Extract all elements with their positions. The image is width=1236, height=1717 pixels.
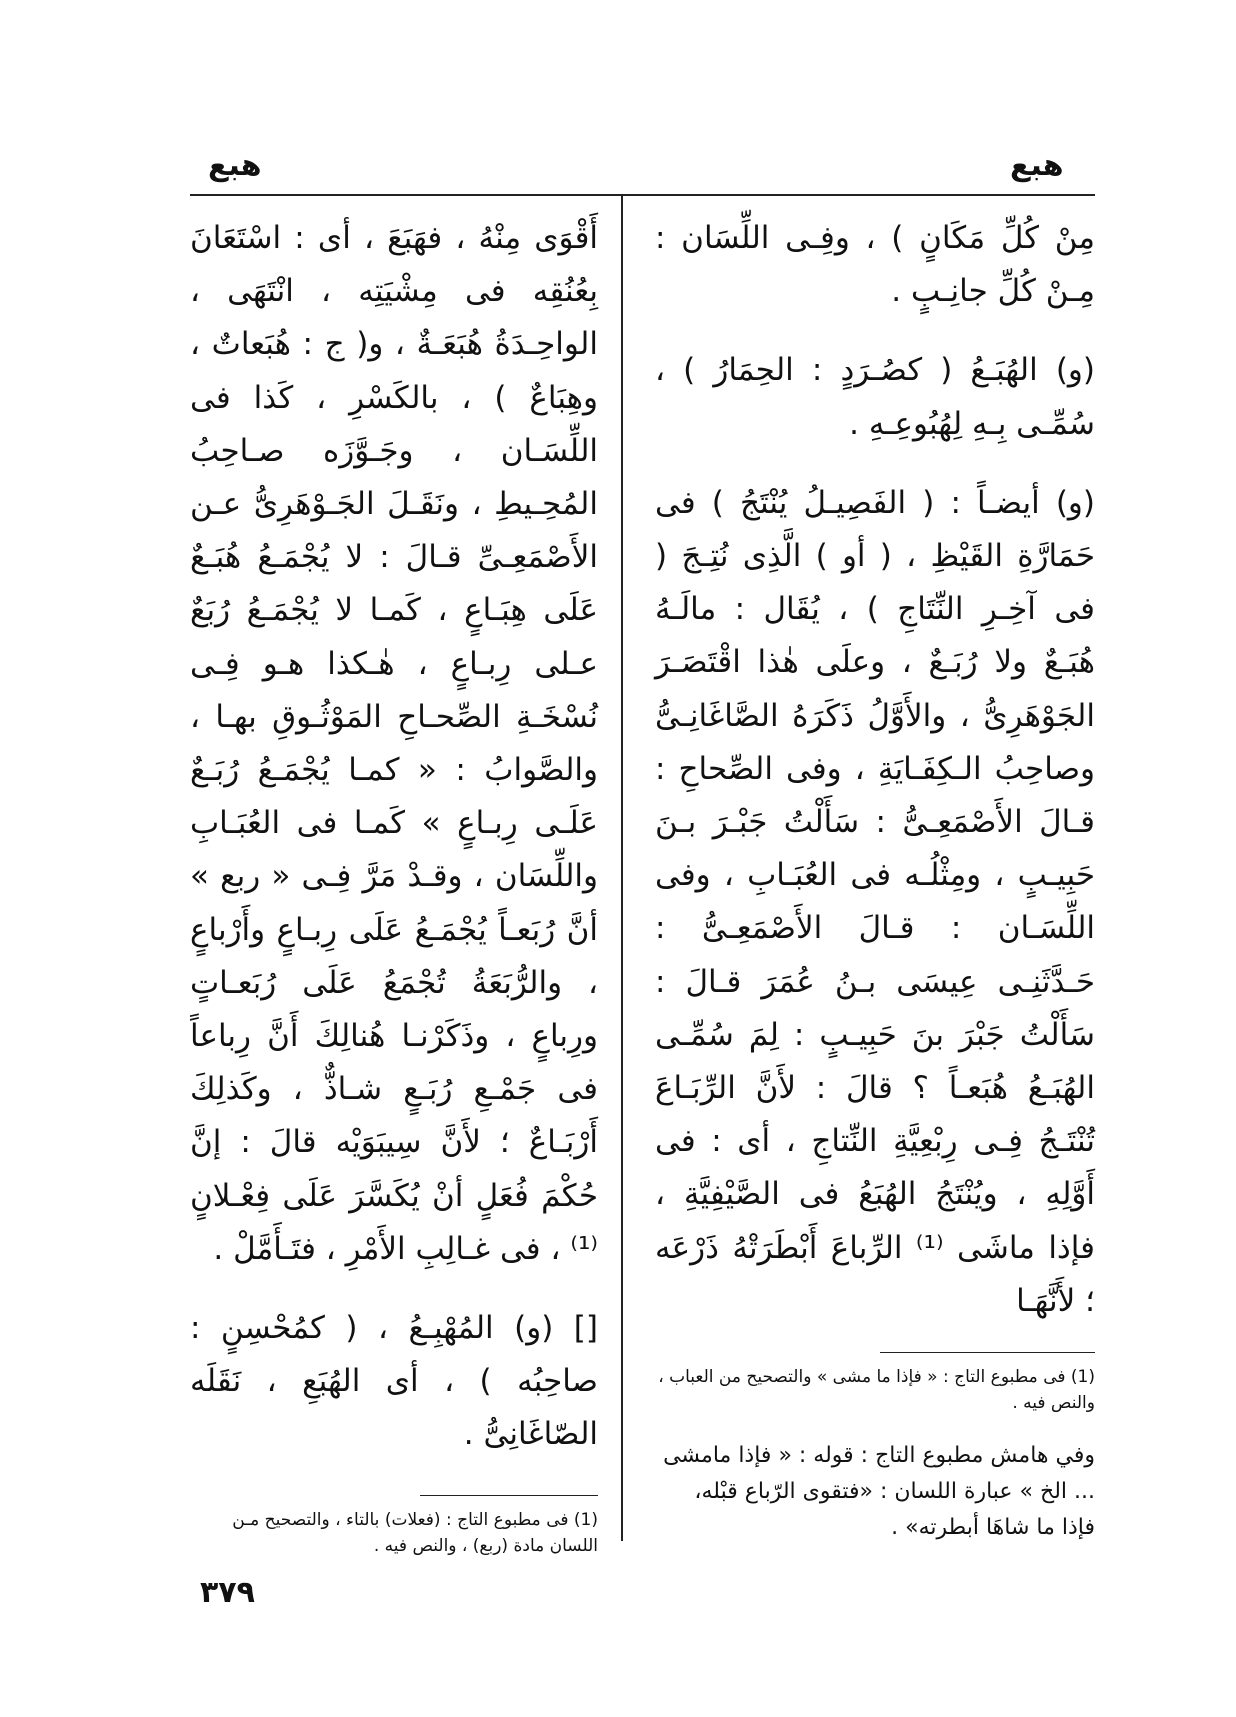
footnote-rule-left: [420, 1495, 598, 1496]
header-rule: [190, 194, 1095, 196]
footnote-left: (1) فى مطبوع التاج : (فعلات) بالتاء ، والتصحيح مـن اللسان مادة (ربع) ، والنص فيه .: [232, 1510, 598, 1556]
entry-paragraph: أَقْوَى مِنْهُ ، فهَبَعَ ، أى : اسْتَعَانَ بِعُنُقِه فى مِشْيَتِه ، انْتَهَى ، الواحِـدَةُ هُبَعَـةٌ ، و( ج : هُبَعاتٌ ، وهِبَاعٌ ) ، بالكَسْرِ ، كَذا فى اللِّسَـان ، وجَـوَّزَه صـاحِبُ المُحِـيطِ ، ونَقَـلَ الجَـوْهَرِىُّ عـن الأَصْمَعِـىِّ قـالَ : لا يُجْمَـعُ هُبَـعٌ عَلَى هِبَـاعٍ ، كَمـا لا يُجْمَـعُ رُبَعٌ عـلى رِبـاعٍ ، هٰـكذا هـو فِـى نُسْخَـةِ الصِّحـاحِ المَوْثُـوقِ بهـا ، والصَّوابُ : « كمـا يُجْمَـعُ رُبَـعٌ عَلَـى رِبـاعٍ » كَمـا فى العُبَـابِ واللِّسَان ، وقـدْ مَرَّ فِـى « ربع » أنَّ رُبَعـاً يُجْمَـعُ عَلَى رِبـاعٍ وأَرْباعٍ ، والرُّبَعَةُ تُجْمَعُ عَلَى رُبَعـاتٍ ورِباعٍ ، وذَكَرْنـا هُنالِكَ أَنَّ رِباعاً فى جَمْـعِ رُبَـعٍ شـاذٌّ ، وكَذلِكَ أَرْبَـاعٌ ؛ لأَنَّ سِيبَوَيْه قالَ : إنَّ حُكْمَ فُعَلٍ أنْ يُكَسَّرَ عَلَى فِعْـلانٍ ⁽¹⁾ ، فى غـالِبِ الأَمْرِ ، فتَـأَمَّلْ .: [190, 220, 598, 1267]
entry-paragraph: [] (و) المُهْبِـعُ ، ( كمُحْسِنٍ : صاحِبُه ) ، أى الهُبَعِ ، نَقَلَه الصّاغَانِىُّ .: [190, 1310, 598, 1453]
left-column: [190, 212, 598, 1462]
running-header-right: هبع: [1010, 148, 1064, 183]
running-header-left: هبع: [208, 148, 262, 183]
page-number: ٣٧٩: [200, 1575, 255, 1610]
column-divider: [621, 196, 623, 1541]
footnote-right: (1) فى مطبوع التاج : « فإذا ما مشى » والتصحيح من العباب ، والنص فيه .: [658, 1367, 1095, 1413]
entry-paragraph: مِنْ كُلِّ مَكَانٍ ) ، وفِـى اللِّسَان : مِـنْ كُلِّ جانِـبٍ .: [655, 220, 1095, 310]
entry-paragraph: (و) الهُبَـعُ ( كصُـرَدٍ : الحِمَارُ ) ، سُمِّـى بِـهِ لِهُبُوعِـهِ .: [655, 352, 1095, 442]
footnote-rule-right: [880, 1352, 1095, 1353]
right-column: [655, 212, 1095, 1328]
entry-paragraph: (و) أيضـاً : ( الفَصِيـلُ يُنْتَجُ ) فى حَمَارَّةِ القَيْظِ ، ( أو ) الَّذِى نُتِـجَ ( فى آخِـرِ النِّتَاجِ ) ، يُقَال : مالَـهُ هُبَـعٌ ولا رُبَـعٌ ، وعلَى هٰذا اقْتَصَـرَ الجَوْهَرِىُّ ، والأَوَّلُ ذَكَرَهُ الصَّاغَانِـىُّ وصاحِبُ الـكِفَـايَةِ ، وفى الصِّحاحِ : قـالَ الأَصْمَعِـىُّ : سَأَلْتُ جَبْـرَ بـنَ حَبِيـبٍ ، ومِثْلُـه فى العُبَـابِ ، وفى اللِّسَـان : قـالَ الأَصْمَعِـىُّ : حَـدَّثَنِـى عِيسَى بـنُ عُمَرَ قـالَ : سَأَلْتُ جَبْرَ بنَ حَبِيـبٍ : لِمَ سُمِّـى الهُبَـعُ هُبَعـاً ؟ قالَ : لأَنَّ الرِّبَـاعَ تُنْتَـجُ فِـى رِبْعِيَّةِ النِّتاجِ ، أى : فى أَوَّلِهِ ، ويُنْتَجُ الهُبَعُ فى الصَّيْفِيَّةِ ، فإذا ماشَى ⁽¹⁾ الرِّباعَ أَبْطَرَتْهُ ذَرْعَه ؛ لأَنَّهَـا: [655, 484, 1095, 1319]
margin-note: وفي هامش مطبوع التاج : قوله : « فإذا مامشى ... الخ » عبارة اللسان : «فتقوى الرّباع قبْله، فإذا ما شاهَا أبطرته» .: [663, 1443, 1095, 1540]
